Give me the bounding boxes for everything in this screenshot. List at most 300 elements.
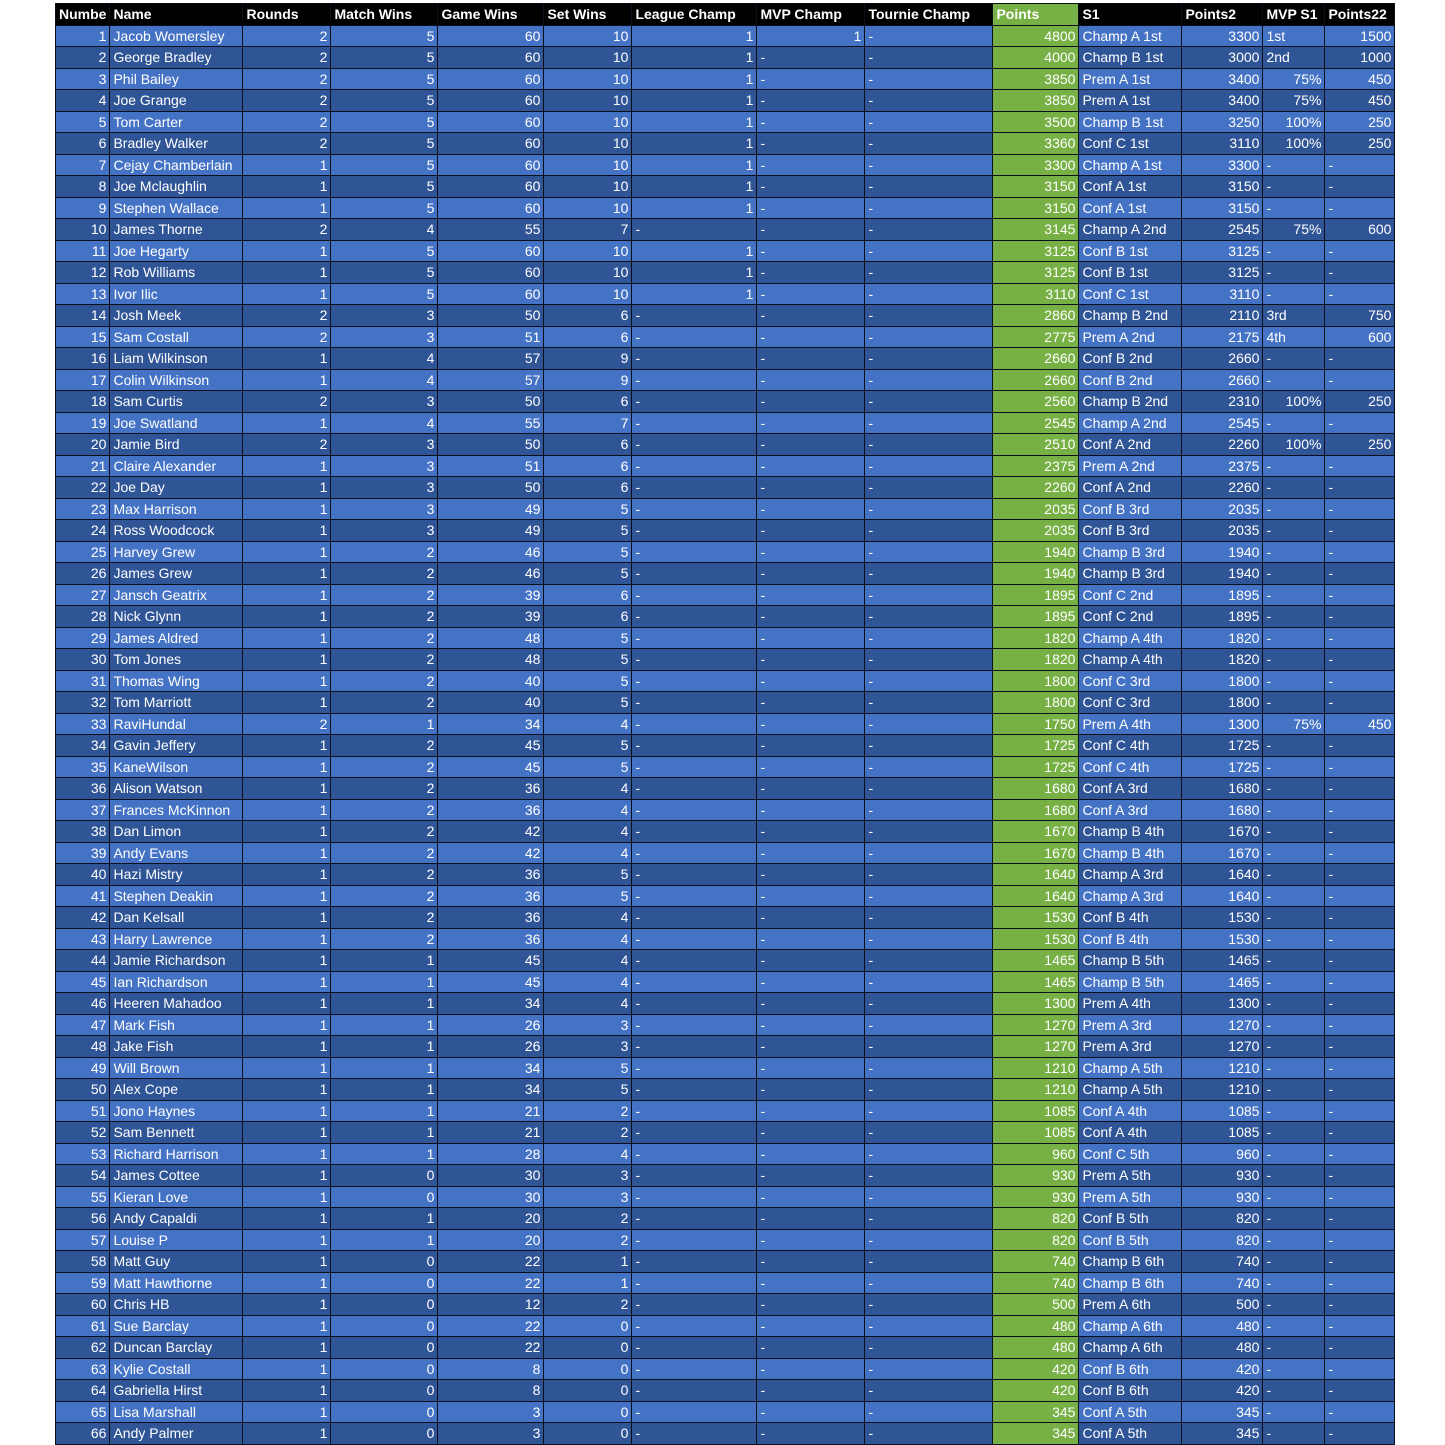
- cell-name[interactable]: Heeren Mahadoo: [110, 993, 243, 1015]
- cell-s1[interactable]: Champ A 1st: [1079, 25, 1182, 47]
- cell-league-champ[interactable]: -: [632, 1014, 757, 1036]
- cell-points22[interactable]: -: [1325, 262, 1395, 284]
- cell-points[interactable]: 2375: [993, 455, 1079, 477]
- cell-points22[interactable]: 250: [1325, 133, 1395, 155]
- cell-rounds[interactable]: 1: [243, 1337, 331, 1359]
- cell-points2[interactable]: 2660: [1182, 348, 1263, 370]
- cell-match-wins[interactable]: 5: [331, 176, 438, 198]
- cell-match-wins[interactable]: 1: [331, 713, 438, 735]
- cell-rounds[interactable]: 1: [243, 907, 331, 929]
- cell-match-wins[interactable]: 2: [331, 670, 438, 692]
- cell-name[interactable]: Tom Jones: [110, 649, 243, 671]
- cell-match-wins[interactable]: 0: [331, 1358, 438, 1380]
- cell-points22[interactable]: -: [1325, 1014, 1395, 1036]
- cell-s1[interactable]: Champ B 1st: [1079, 47, 1182, 69]
- cell-match-wins[interactable]: 0: [331, 1186, 438, 1208]
- cell-mvp-champ[interactable]: -: [757, 1337, 865, 1359]
- cell-tournie-champ[interactable]: -: [865, 305, 993, 327]
- cell-points[interactable]: 2560: [993, 391, 1079, 413]
- cell-points2[interactable]: 1530: [1182, 928, 1263, 950]
- cell-name[interactable]: Sam Bennett: [110, 1122, 243, 1144]
- cell-rounds[interactable]: 1: [243, 412, 331, 434]
- cell-points[interactable]: 1085: [993, 1100, 1079, 1122]
- cell-points2[interactable]: 1530: [1182, 907, 1263, 929]
- cell-tournie-champ[interactable]: -: [865, 262, 993, 284]
- cell-rounds[interactable]: 1: [243, 1165, 331, 1187]
- cell-name[interactable]: Alison Watson: [110, 778, 243, 800]
- cell-name[interactable]: James Cottee: [110, 1165, 243, 1187]
- cell-rounds[interactable]: 1: [243, 1014, 331, 1036]
- cell-league-champ[interactable]: -: [632, 971, 757, 993]
- cell-mvp-champ[interactable]: -: [757, 1208, 865, 1230]
- cell-game-wins[interactable]: 45: [438, 971, 544, 993]
- cell-s1[interactable]: Champ B 6th: [1079, 1251, 1182, 1273]
- cell-mvp-champ[interactable]: -: [757, 154, 865, 176]
- cell-name[interactable]: Joe Day: [110, 477, 243, 499]
- cell-mvp-champ[interactable]: -: [757, 1100, 865, 1122]
- cell-points2[interactable]: 3000: [1182, 47, 1263, 69]
- cell-name[interactable]: Stephen Wallace: [110, 197, 243, 219]
- cell-set-wins[interactable]: 6: [544, 305, 632, 327]
- cell-set-wins[interactable]: 4: [544, 950, 632, 972]
- cell-s1[interactable]: Conf A 1st: [1079, 176, 1182, 198]
- cell-match-wins[interactable]: 4: [331, 412, 438, 434]
- cell-points22[interactable]: -: [1325, 1272, 1395, 1294]
- cell-mvp-champ[interactable]: -: [757, 434, 865, 456]
- cell-game-wins[interactable]: 34: [438, 713, 544, 735]
- cell-match-wins[interactable]: 1: [331, 950, 438, 972]
- cell-rounds[interactable]: 1: [243, 262, 331, 284]
- cell-s1[interactable]: Conf A 3rd: [1079, 799, 1182, 821]
- cell-match-wins[interactable]: 4: [331, 369, 438, 391]
- cell-points22[interactable]: 450: [1325, 68, 1395, 90]
- cell-mvp-s1[interactable]: -: [1263, 842, 1325, 864]
- cell-match-wins[interactable]: 0: [331, 1272, 438, 1294]
- cell-set-wins[interactable]: 6: [544, 584, 632, 606]
- cell-points22[interactable]: -: [1325, 563, 1395, 585]
- cell-points[interactable]: 4000: [993, 47, 1079, 69]
- cell-mvp-champ[interactable]: -: [757, 455, 865, 477]
- cell-tournie-champ[interactable]: -: [865, 1036, 993, 1058]
- cell-game-wins[interactable]: 3: [438, 1423, 544, 1445]
- cell-match-wins[interactable]: 1: [331, 1100, 438, 1122]
- cell-mvp-champ[interactable]: -: [757, 1229, 865, 1251]
- cell-league-champ[interactable]: -: [632, 670, 757, 692]
- cell-game-wins[interactable]: 60: [438, 262, 544, 284]
- cell-s1[interactable]: Conf B 3rd: [1079, 520, 1182, 542]
- cell-s1[interactable]: Conf C 2nd: [1079, 606, 1182, 628]
- cell-points2[interactable]: 1085: [1182, 1122, 1263, 1144]
- cell-league-champ[interactable]: -: [632, 842, 757, 864]
- cell-mvp-s1[interactable]: 75%: [1263, 713, 1325, 735]
- cell-name[interactable]: Joe Swatland: [110, 412, 243, 434]
- cell-points[interactable]: 1820: [993, 627, 1079, 649]
- cell-rounds[interactable]: 1: [243, 154, 331, 176]
- cell-tournie-champ[interactable]: -: [865, 326, 993, 348]
- cell-league-champ[interactable]: 1: [632, 68, 757, 90]
- cell-points2[interactable]: 960: [1182, 1143, 1263, 1165]
- cell-mvp-s1[interactable]: 100%: [1263, 391, 1325, 413]
- cell-points22[interactable]: -: [1325, 1122, 1395, 1144]
- cell-match-wins[interactable]: 1: [331, 971, 438, 993]
- cell-mvp-s1[interactable]: -: [1263, 756, 1325, 778]
- cell-points[interactable]: 3360: [993, 133, 1079, 155]
- cell-game-wins[interactable]: 3: [438, 1401, 544, 1423]
- cell-name[interactable]: James Aldred: [110, 627, 243, 649]
- cell-points2[interactable]: 740: [1182, 1272, 1263, 1294]
- cell-league-champ[interactable]: 1: [632, 197, 757, 219]
- cell-name[interactable]: Sam Costall: [110, 326, 243, 348]
- cell-set-wins[interactable]: 5: [544, 649, 632, 671]
- cell-name[interactable]: Gabriella Hirst: [110, 1380, 243, 1402]
- cell-points[interactable]: 480: [993, 1337, 1079, 1359]
- cell-game-wins[interactable]: 51: [438, 326, 544, 348]
- cell-points22[interactable]: -: [1325, 455, 1395, 477]
- cell-league-champ[interactable]: 1: [632, 111, 757, 133]
- cell-name[interactable]: Andy Palmer: [110, 1423, 243, 1445]
- cell-set-wins[interactable]: 10: [544, 154, 632, 176]
- cell-tournie-champ[interactable]: -: [865, 412, 993, 434]
- cell-league-champ[interactable]: -: [632, 907, 757, 929]
- cell-match-wins[interactable]: 5: [331, 240, 438, 262]
- cell-set-wins[interactable]: 5: [544, 864, 632, 886]
- cell-mvp-s1[interactable]: -: [1263, 907, 1325, 929]
- cell-mvp-s1[interactable]: -: [1263, 1122, 1325, 1144]
- cell-mvp-s1[interactable]: -: [1263, 197, 1325, 219]
- cell-game-wins[interactable]: 26: [438, 1036, 544, 1058]
- cell-game-wins[interactable]: 22: [438, 1337, 544, 1359]
- cell-mvp-champ[interactable]: -: [757, 649, 865, 671]
- cell-rounds[interactable]: 1: [243, 1358, 331, 1380]
- cell-points2[interactable]: 3400: [1182, 68, 1263, 90]
- cell-mvp-s1[interactable]: -: [1263, 670, 1325, 692]
- cell-rounds[interactable]: 1: [243, 993, 331, 1015]
- cell-mvp-champ[interactable]: -: [757, 1057, 865, 1079]
- cell-set-wins[interactable]: 5: [544, 627, 632, 649]
- cell-rounds[interactable]: 2: [243, 326, 331, 348]
- cell-points[interactable]: 4800: [993, 25, 1079, 47]
- cell-number[interactable]: 49: [56, 1057, 110, 1079]
- cell-mvp-champ[interactable]: -: [757, 1079, 865, 1101]
- cell-name[interactable]: Jacob Womersley: [110, 25, 243, 47]
- cell-points22[interactable]: -: [1325, 670, 1395, 692]
- cell-s1[interactable]: Conf B 3rd: [1079, 498, 1182, 520]
- cell-rounds[interactable]: 1: [243, 735, 331, 757]
- cell-set-wins[interactable]: 5: [544, 670, 632, 692]
- cell-tournie-champ[interactable]: -: [865, 627, 993, 649]
- cell-game-wins[interactable]: 45: [438, 735, 544, 757]
- cell-s1[interactable]: Champ A 2nd: [1079, 219, 1182, 241]
- cell-tournie-champ[interactable]: -: [865, 1186, 993, 1208]
- cell-s1[interactable]: Champ B 4th: [1079, 821, 1182, 843]
- cell-league-champ[interactable]: -: [632, 1337, 757, 1359]
- cell-points[interactable]: 2510: [993, 434, 1079, 456]
- cell-name[interactable]: Joe Mclaughlin: [110, 176, 243, 198]
- cell-rounds[interactable]: 2: [243, 219, 331, 241]
- cell-number[interactable]: 41: [56, 885, 110, 907]
- cell-points22[interactable]: 250: [1325, 434, 1395, 456]
- cell-number[interactable]: 52: [56, 1122, 110, 1144]
- cell-game-wins[interactable]: 49: [438, 498, 544, 520]
- cell-number[interactable]: 31: [56, 670, 110, 692]
- cell-s1[interactable]: Champ A 5th: [1079, 1079, 1182, 1101]
- cell-tournie-champ[interactable]: -: [865, 993, 993, 1015]
- cell-league-champ[interactable]: -: [632, 950, 757, 972]
- cell-points22[interactable]: -: [1325, 1100, 1395, 1122]
- cell-s1[interactable]: Champ A 2nd: [1079, 412, 1182, 434]
- cell-mvp-champ[interactable]: -: [757, 1122, 865, 1144]
- cell-rounds[interactable]: 1: [243, 756, 331, 778]
- cell-game-wins[interactable]: 55: [438, 219, 544, 241]
- cell-mvp-champ[interactable]: -: [757, 498, 865, 520]
- cell-mvp-champ[interactable]: -: [757, 950, 865, 972]
- cell-game-wins[interactable]: 36: [438, 885, 544, 907]
- cell-set-wins[interactable]: 7: [544, 219, 632, 241]
- cell-number[interactable]: 19: [56, 412, 110, 434]
- cell-points22[interactable]: -: [1325, 821, 1395, 843]
- cell-league-champ[interactable]: -: [632, 1423, 757, 1445]
- cell-mvp-champ[interactable]: -: [757, 606, 865, 628]
- cell-points2[interactable]: 500: [1182, 1294, 1263, 1316]
- cell-points22[interactable]: -: [1325, 520, 1395, 542]
- cell-set-wins[interactable]: 2: [544, 1294, 632, 1316]
- cell-number[interactable]: 37: [56, 799, 110, 821]
- cell-points[interactable]: 1800: [993, 692, 1079, 714]
- cell-points22[interactable]: -: [1325, 1229, 1395, 1251]
- cell-name[interactable]: Liam Wilkinson: [110, 348, 243, 370]
- cell-rounds[interactable]: 1: [243, 541, 331, 563]
- cell-league-champ[interactable]: -: [632, 799, 757, 821]
- cell-game-wins[interactable]: 60: [438, 133, 544, 155]
- cell-name[interactable]: Frances McKinnon: [110, 799, 243, 821]
- cell-match-wins[interactable]: 3: [331, 520, 438, 542]
- cell-match-wins[interactable]: 2: [331, 649, 438, 671]
- cell-game-wins[interactable]: 60: [438, 154, 544, 176]
- cell-points22[interactable]: 450: [1325, 713, 1395, 735]
- cell-points22[interactable]: -: [1325, 928, 1395, 950]
- cell-points2[interactable]: 3250: [1182, 111, 1263, 133]
- cell-mvp-s1[interactable]: -: [1263, 971, 1325, 993]
- cell-mvp-champ[interactable]: -: [757, 520, 865, 542]
- cell-points22[interactable]: -: [1325, 176, 1395, 198]
- cell-mvp-s1[interactable]: -: [1263, 692, 1325, 714]
- cell-match-wins[interactable]: 5: [331, 25, 438, 47]
- cell-points2[interactable]: 1670: [1182, 821, 1263, 843]
- cell-game-wins[interactable]: 50: [438, 305, 544, 327]
- cell-points2[interactable]: 1210: [1182, 1079, 1263, 1101]
- cell-mvp-champ[interactable]: -: [757, 928, 865, 950]
- cell-mvp-s1[interactable]: -: [1263, 262, 1325, 284]
- cell-mvp-s1[interactable]: -: [1263, 950, 1325, 972]
- cell-rounds[interactable]: 1: [243, 176, 331, 198]
- cell-game-wins[interactable]: 28: [438, 1143, 544, 1165]
- cell-rounds[interactable]: 1: [243, 1100, 331, 1122]
- cell-rounds[interactable]: 1: [243, 1186, 331, 1208]
- cell-game-wins[interactable]: 21: [438, 1100, 544, 1122]
- cell-points2[interactable]: 2035: [1182, 498, 1263, 520]
- cell-game-wins[interactable]: 40: [438, 670, 544, 692]
- cell-points22[interactable]: -: [1325, 756, 1395, 778]
- cell-tournie-champ[interactable]: -: [865, 842, 993, 864]
- cell-s1[interactable]: Champ A 6th: [1079, 1337, 1182, 1359]
- column-header-points2[interactable]: Points2: [1182, 4, 1263, 26]
- cell-match-wins[interactable]: 1: [331, 1143, 438, 1165]
- cell-rounds[interactable]: 1: [243, 606, 331, 628]
- cell-mvp-s1[interactable]: -: [1263, 928, 1325, 950]
- cell-rounds[interactable]: 2: [243, 434, 331, 456]
- cell-mvp-champ[interactable]: -: [757, 262, 865, 284]
- cell-points2[interactable]: 1940: [1182, 563, 1263, 585]
- cell-rounds[interactable]: 1: [243, 1057, 331, 1079]
- cell-mvp-s1[interactable]: -: [1263, 1272, 1325, 1294]
- cell-points2[interactable]: 1085: [1182, 1100, 1263, 1122]
- cell-points22[interactable]: -: [1325, 1380, 1395, 1402]
- cell-league-champ[interactable]: -: [632, 477, 757, 499]
- cell-mvp-s1[interactable]: -: [1263, 627, 1325, 649]
- cell-points2[interactable]: 1680: [1182, 799, 1263, 821]
- cell-points[interactable]: 2860: [993, 305, 1079, 327]
- cell-rounds[interactable]: 1: [243, 563, 331, 585]
- cell-mvp-champ[interactable]: -: [757, 778, 865, 800]
- cell-points22[interactable]: -: [1325, 971, 1395, 993]
- cell-points[interactable]: 1465: [993, 971, 1079, 993]
- cell-league-champ[interactable]: -: [632, 649, 757, 671]
- cell-match-wins[interactable]: 2: [331, 907, 438, 929]
- cell-game-wins[interactable]: 34: [438, 1057, 544, 1079]
- cell-points22[interactable]: -: [1325, 498, 1395, 520]
- cell-points[interactable]: 1725: [993, 735, 1079, 757]
- cell-game-wins[interactable]: 45: [438, 950, 544, 972]
- cell-match-wins[interactable]: 5: [331, 262, 438, 284]
- cell-points2[interactable]: 3110: [1182, 283, 1263, 305]
- cell-league-champ[interactable]: -: [632, 885, 757, 907]
- cell-number[interactable]: 56: [56, 1208, 110, 1230]
- cell-match-wins[interactable]: 1: [331, 1229, 438, 1251]
- cell-tournie-champ[interactable]: -: [865, 1315, 993, 1337]
- cell-mvp-s1[interactable]: -: [1263, 455, 1325, 477]
- cell-mvp-champ[interactable]: -: [757, 240, 865, 262]
- cell-mvp-champ[interactable]: -: [757, 1358, 865, 1380]
- cell-points2[interactable]: 2035: [1182, 520, 1263, 542]
- cell-match-wins[interactable]: 2: [331, 756, 438, 778]
- cell-name[interactable]: Andy Capaldi: [110, 1208, 243, 1230]
- cell-mvp-s1[interactable]: -: [1263, 477, 1325, 499]
- cell-number[interactable]: 3: [56, 68, 110, 90]
- cell-set-wins[interactable]: 10: [544, 240, 632, 262]
- cell-game-wins[interactable]: 45: [438, 756, 544, 778]
- cell-number[interactable]: 22: [56, 477, 110, 499]
- cell-points2[interactable]: 2260: [1182, 477, 1263, 499]
- cell-mvp-champ[interactable]: -: [757, 1315, 865, 1337]
- cell-tournie-champ[interactable]: -: [865, 885, 993, 907]
- cell-rounds[interactable]: 1: [243, 1251, 331, 1273]
- cell-number[interactable]: 12: [56, 262, 110, 284]
- cell-mvp-champ[interactable]: -: [757, 756, 865, 778]
- cell-rounds[interactable]: 1: [243, 1143, 331, 1165]
- cell-number[interactable]: 14: [56, 305, 110, 327]
- cell-mvp-s1[interactable]: 4th: [1263, 326, 1325, 348]
- cell-name[interactable]: Ian Richardson: [110, 971, 243, 993]
- cell-number[interactable]: 29: [56, 627, 110, 649]
- cell-mvp-s1[interactable]: -: [1263, 1380, 1325, 1402]
- cell-s1[interactable]: Prem A 1st: [1079, 68, 1182, 90]
- cell-points2[interactable]: 3125: [1182, 262, 1263, 284]
- cell-set-wins[interactable]: 2: [544, 1100, 632, 1122]
- cell-match-wins[interactable]: 1: [331, 993, 438, 1015]
- cell-tournie-champ[interactable]: -: [865, 154, 993, 176]
- cell-league-champ[interactable]: -: [632, 1380, 757, 1402]
- cell-s1[interactable]: Conf C 4th: [1079, 735, 1182, 757]
- cell-set-wins[interactable]: 3: [544, 1165, 632, 1187]
- cell-points22[interactable]: -: [1325, 885, 1395, 907]
- cell-number[interactable]: 58: [56, 1251, 110, 1273]
- cell-game-wins[interactable]: 40: [438, 692, 544, 714]
- cell-mvp-s1[interactable]: -: [1263, 1079, 1325, 1101]
- cell-points2[interactable]: 3300: [1182, 25, 1263, 47]
- cell-name[interactable]: Richard Harrison: [110, 1143, 243, 1165]
- cell-set-wins[interactable]: 3: [544, 1014, 632, 1036]
- cell-number[interactable]: 32: [56, 692, 110, 714]
- cell-rounds[interactable]: 1: [243, 928, 331, 950]
- cell-points[interactable]: 3300: [993, 154, 1079, 176]
- cell-tournie-champ[interactable]: -: [865, 1057, 993, 1079]
- cell-mvp-s1[interactable]: -: [1263, 735, 1325, 757]
- cell-number[interactable]: 57: [56, 1229, 110, 1251]
- cell-tournie-champ[interactable]: -: [865, 283, 993, 305]
- cell-game-wins[interactable]: 36: [438, 778, 544, 800]
- cell-s1[interactable]: Champ B 3rd: [1079, 541, 1182, 563]
- cell-points2[interactable]: 1210: [1182, 1057, 1263, 1079]
- cell-tournie-champ[interactable]: -: [865, 1380, 993, 1402]
- cell-game-wins[interactable]: 36: [438, 928, 544, 950]
- cell-number[interactable]: 54: [56, 1165, 110, 1187]
- cell-points2[interactable]: 1800: [1182, 692, 1263, 714]
- cell-league-champ[interactable]: -: [632, 928, 757, 950]
- cell-number[interactable]: 42: [56, 907, 110, 929]
- cell-game-wins[interactable]: 21: [438, 1122, 544, 1144]
- cell-match-wins[interactable]: 5: [331, 90, 438, 112]
- cell-game-wins[interactable]: 57: [438, 369, 544, 391]
- cell-mvp-s1[interactable]: -: [1263, 1014, 1325, 1036]
- cell-points2[interactable]: 2260: [1182, 434, 1263, 456]
- cell-s1[interactable]: Conf A 5th: [1079, 1423, 1182, 1445]
- cell-points2[interactable]: 480: [1182, 1337, 1263, 1359]
- cell-tournie-champ[interactable]: -: [865, 971, 993, 993]
- cell-mvp-s1[interactable]: -: [1263, 864, 1325, 886]
- cell-number[interactable]: 8: [56, 176, 110, 198]
- cell-number[interactable]: 18: [56, 391, 110, 413]
- cell-tournie-champ[interactable]: -: [865, 692, 993, 714]
- cell-rounds[interactable]: 2: [243, 68, 331, 90]
- cell-number[interactable]: 61: [56, 1315, 110, 1337]
- cell-points22[interactable]: -: [1325, 197, 1395, 219]
- cell-number[interactable]: 20: [56, 434, 110, 456]
- cell-league-champ[interactable]: 1: [632, 283, 757, 305]
- cell-mvp-champ[interactable]: -: [757, 1272, 865, 1294]
- cell-mvp-champ[interactable]: -: [757, 864, 865, 886]
- cell-set-wins[interactable]: 4: [544, 993, 632, 1015]
- cell-s1[interactable]: Champ A 5th: [1079, 1057, 1182, 1079]
- cell-mvp-champ[interactable]: -: [757, 219, 865, 241]
- cell-points22[interactable]: -: [1325, 1036, 1395, 1058]
- cell-name[interactable]: Mark Fish: [110, 1014, 243, 1036]
- cell-tournie-champ[interactable]: -: [865, 821, 993, 843]
- cell-points[interactable]: 930: [993, 1186, 1079, 1208]
- cell-game-wins[interactable]: 30: [438, 1186, 544, 1208]
- column-header-name[interactable]: Name: [110, 4, 243, 26]
- cell-points2[interactable]: 1300: [1182, 993, 1263, 1015]
- cell-points2[interactable]: 2545: [1182, 412, 1263, 434]
